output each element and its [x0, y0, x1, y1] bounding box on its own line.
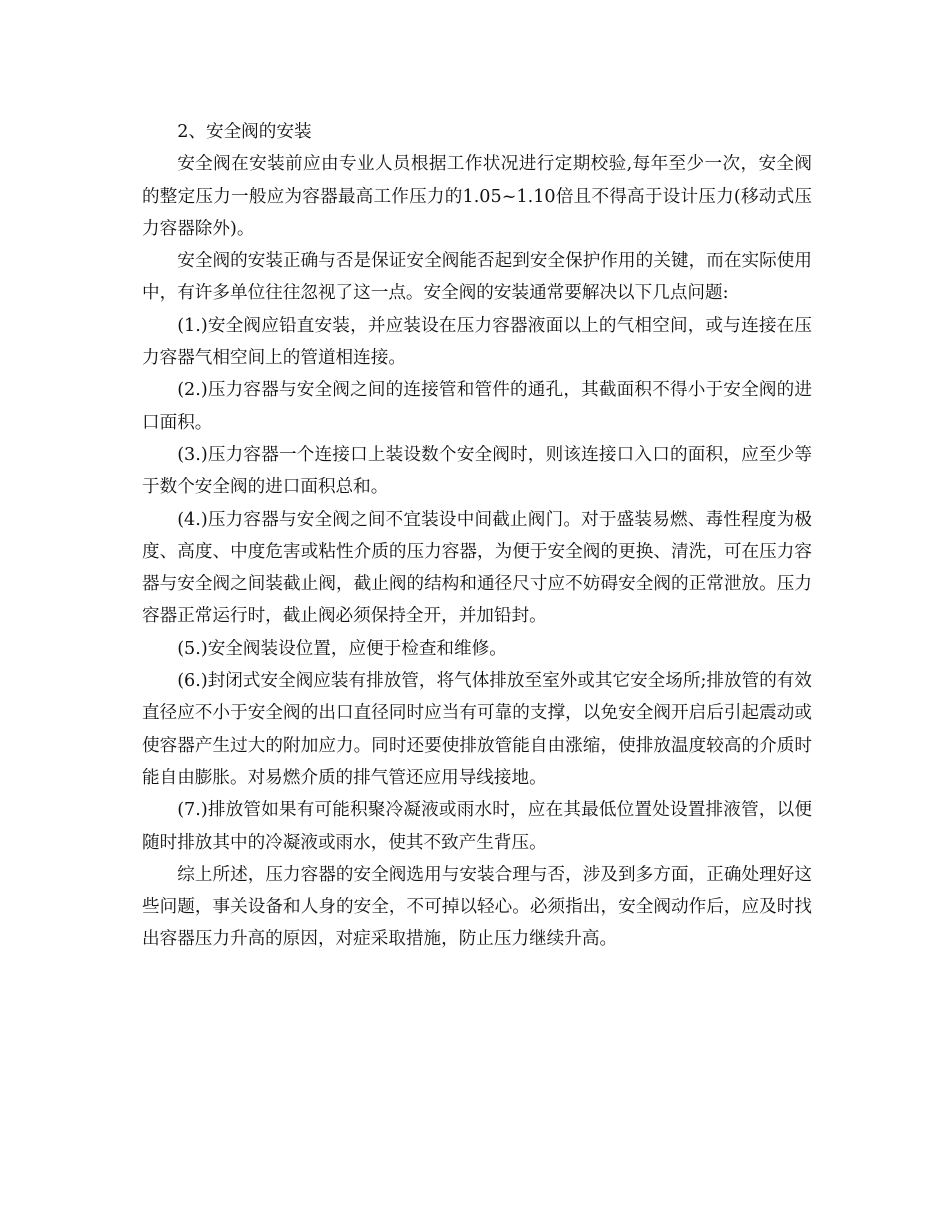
paragraph-item-4: (4.)压力容器与安全阀之间不宜装设中间截止阀门。对于盛装易燃、毒性程度为极度、高度、中度危害或粘性介质的压力容器，为便于安全阀的更换、清洗，可在压力容器与安全阀之间装截止阀，截止阀的结构和通径尺寸应不妨碍安全阀的正常泄放。压力容器正常运行时，截止阀必须保持全开，并加铅封。	[142, 509, 812, 627]
paragraph-intro-calibration: 安全阀在安装前应由专业人员根据工作状况进行定期校验,每年至少一次，安全阀的整定压力一般应为容器最高工作压力的1.05~1.10倍且不得高于设计压力(移动式压力容器除外)。	[142, 154, 812, 239]
paragraph-item-6: (6.)封闭式安全阀应装有排放管，将气体排放至室外或其它安全场所;排放管的有效直径应不小于安全阀的出口直径同时应当有可靠的支撑，以免安全阀开启后引起震动或使容器产生过大的附加应力。同时还要使排放管能自由涨缩，使排放温度较高的介质时能自由膨胀。对易燃介质的排气管还应用导线接地。	[142, 671, 812, 788]
paragraph-conclusion: 综上所述，压力容器的安全阀选用与安装合理与否，涉及到多方面，正确处理好这些问题，事关设备和人身的安全，不可掉以轻心。必须指出，安全阀动作后，应及时找出容器压力升高的原因，对症采取措施，防止压力继续升高。	[142, 864, 812, 950]
section-heading: 2、安全阀的安装	[177, 122, 312, 142]
paragraph-item-3: (3.)压力容器一个连接口上装设数个安全阀时，则该连接口入口的面积，应至少等于数个安全阀的进口面积总和。	[142, 444, 812, 498]
paragraph-item-5: (5.)安全阀装设位置，应便于检查和维修。	[177, 638, 507, 659]
paragraph-item-2: (2.)压力容器与安全阀之间的连接管和管件的通孔，其截面积不得小于安全阀的进口面积。	[142, 380, 812, 433]
paragraph-installation-key: 安全阀的安装正确与否是保证安全阀能否起到安全保护作用的关键，而在实际使用中，有许多单位往往忽视了这一点。安全阀的安装通常要解决以下几点问题:	[142, 251, 812, 304]
paragraph-item-7: (7.)排放管如果有可能积聚冷凝液或雨水时，应在其最低位置处设置排液管，以便随时排放其中的冷凝液或雨水，使其不致产生背压。	[142, 800, 812, 853]
paragraph-item-1: (1.)安全阀应铅直安装，并应装设在压力容器液面以上的气相空间，或与连接在压力容器气相空间上的管道相连接。	[142, 315, 812, 369]
document-body	[142, 116, 812, 956]
